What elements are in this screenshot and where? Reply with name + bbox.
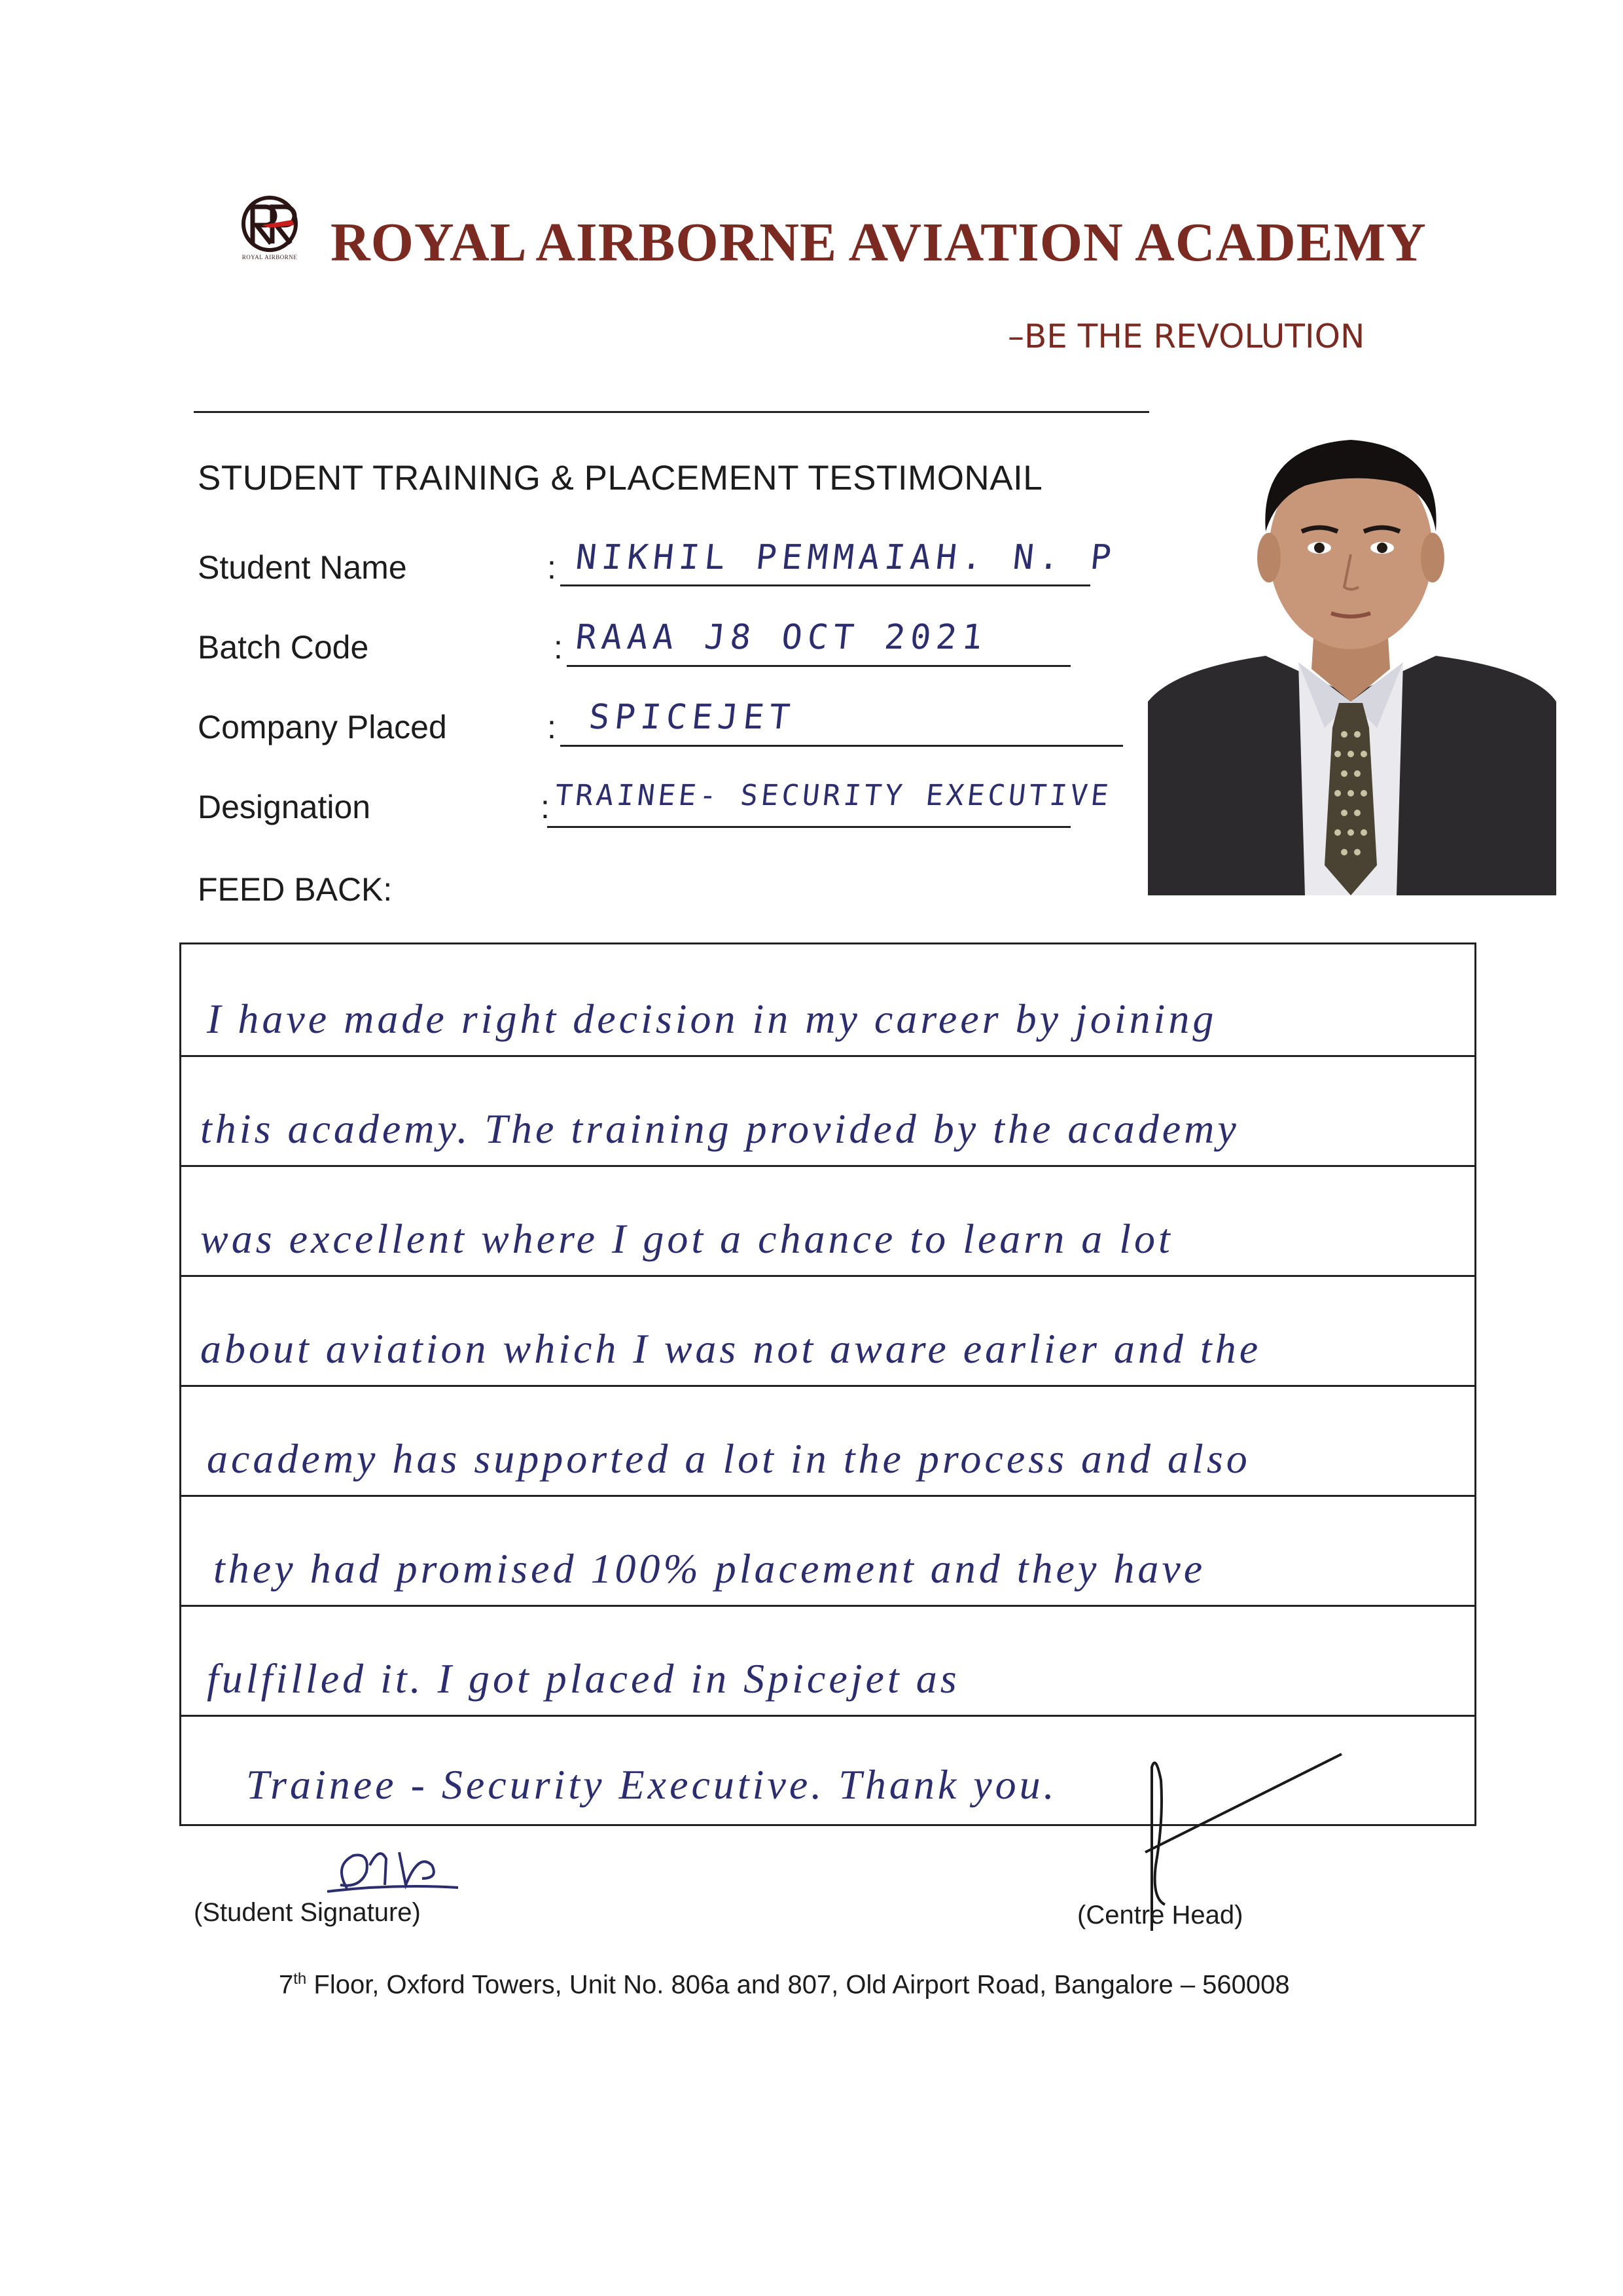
centre-head-label: (Centre Head) (1077, 1901, 1243, 1929)
feedback-line: I have made right decision in my career by joining (207, 996, 1217, 1042)
feedback-line: was excellent where I got a chance to learn a lot (200, 1215, 1173, 1262)
address-floor-number: 7 (279, 1970, 294, 2000)
field-colon: : (547, 709, 556, 745)
company-placed-underline (560, 745, 1123, 747)
batch-code-underline (567, 665, 1071, 667)
designation-value: TRAINEE- SECURITY EXECUTIVE (553, 779, 1113, 812)
header-divider (194, 411, 1149, 413)
feedback-label: FEED BACK: (198, 871, 393, 908)
academy-logo (229, 195, 310, 268)
feedback-rule (179, 1605, 1476, 1607)
logo-caption: ROYAL AIRBORNE (241, 254, 298, 260)
feedback-line: they had promised 100% placement and they have (213, 1545, 1206, 1592)
student-photo (1148, 420, 1556, 895)
academy-name: ROYAL AIRBORNE AVIATION ACADEMY (330, 212, 1427, 273)
feedback-line: about aviation which I was not aware earlier and the (200, 1325, 1262, 1372)
student-name-label: Student Name (198, 549, 407, 586)
designation-label: Designation (198, 789, 371, 825)
tagline: –BE THE REVOLUTION (1008, 317, 1365, 355)
feedback-line: this academy. The training provided by the academy (200, 1105, 1240, 1152)
student-portrait-icon (1148, 420, 1556, 895)
academy-address (279, 1970, 1290, 2000)
field-colon: : (541, 789, 550, 825)
feedback-rule (179, 1275, 1476, 1277)
feedback-line: fulfilled it. I got placed in Spicejet as (207, 1655, 960, 1702)
feedback-rule (179, 1165, 1476, 1167)
student-name-underline (560, 584, 1090, 586)
feedback-line: Trainee - Security Executive. Thank you. (246, 1761, 1058, 1808)
company-placed-value: SPICEJET (586, 698, 797, 737)
address-floor-suffix: th (293, 1970, 307, 1988)
feedback-rule (179, 1385, 1476, 1387)
field-colon: : (547, 549, 556, 586)
address-text: Floor, Oxford Towers, Unit No. 806a and 807, Old Airport Road, Bangalore – 560008 (306, 1970, 1290, 2000)
batch-code-value: RAAA J8 OCT 2021 (573, 618, 990, 657)
document-title: STUDENT TRAINING & PLACEMENT TESTIMONAIL (198, 459, 1043, 497)
company-placed-label: Company Placed (198, 709, 447, 745)
student-name-value: NIKHIL PEMMAIAH. N. P (573, 538, 1118, 577)
feedback-rule (179, 1495, 1476, 1497)
feedback-rule (179, 1715, 1476, 1717)
batch-code-label: Batch Code (198, 629, 369, 666)
feedback-rule (179, 1055, 1476, 1057)
designation-underline (547, 826, 1071, 828)
student-signature-label: (Student Signature) (194, 1898, 421, 1927)
field-colon: : (554, 629, 563, 666)
feedback-line: academy has supported a lot in the process and also (207, 1435, 1251, 1482)
